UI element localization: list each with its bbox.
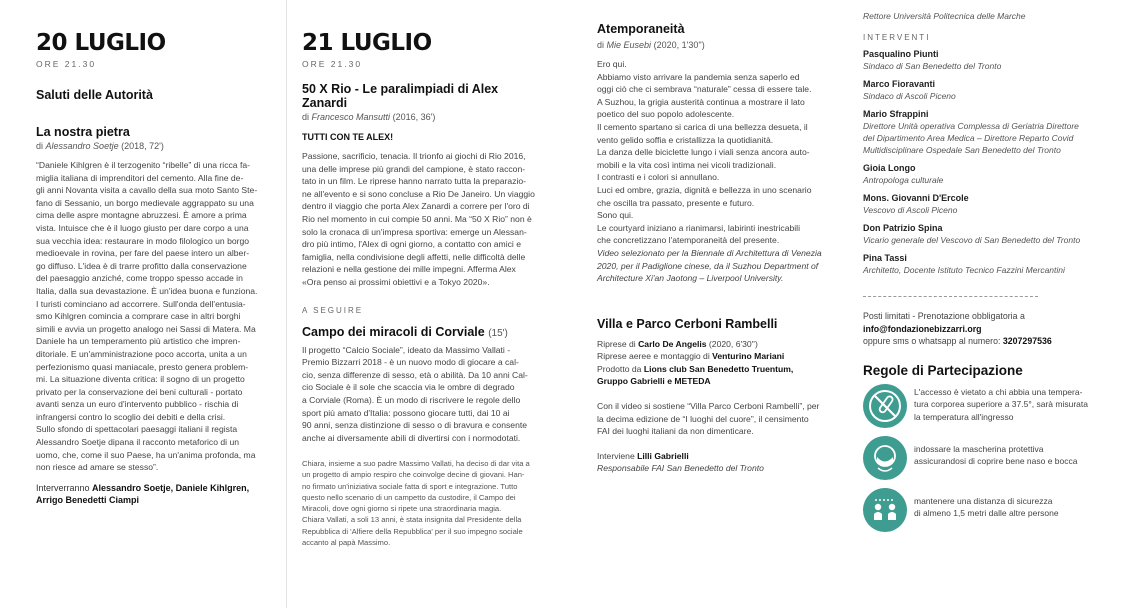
speaker-entry: Gioia Longo Antropologa culturale [863, 163, 944, 185]
face-mask-icon [863, 436, 907, 480]
film-title: Atemporaneità [597, 22, 685, 36]
film-credit: di Francesco Mansutti (2016, 36') [302, 112, 436, 122]
booking-phone: 3207297536 [1002, 336, 1052, 347]
speakers-list [863, 48, 1113, 276]
column-events [597, 0, 842, 475]
film-synopsis: Passione, sacrificio, tenacia. Il trionfo ai giochi di Rio 2016, una delle imprese più grandi del campione, è stato raccon- tato in un film. Le riprese hanno narrato tutta la preparazio- ne all'evento e si sono concluse a Rio De Janeiro. Un viaggio dentro il viaggio che porta Alex Zanardi a correre per l'oro di Rio nel momento in cui compie 50 anni. Ma “50 X Rio” non è solo la cronaca di un'impresa sportiva: emerge un Alessan- dro più intimo, l'Alex di ogni giorno, a contatto con amici e famiglia, nella condivisione degli affetti, nelle difficoltà delle relazioni e nella gestione dei mille impegni. Afferma Alex «Ora penso ai prossimi obiettivi e a Tokyo 2020». [302, 151, 535, 287]
speaker-entry: Mons. Giovanni D'Ercole Vescovo di Ascoli Piceno [863, 193, 969, 215]
film2-note: Chiara, insieme a suo padre Massimo Vallati, ha deciso di dar vita a un progetto di ampio respiro che coinvolge decine di giovani. Han- no firmato un'iniziativa sociale fatta di sport e integrazione. Tutto questo nello scenario di un campetto da custodire, il Campo dei Miracoli, dove ogni giorno si ripete una straordinaria magia. Chiara Vallati, a soli 13 anni, è stata insignita dal Presidente della Repubblica di 'Alfiere della Repubblica' per il suo impegno sociale accanto al papà Massimo. [302, 459, 530, 547]
film2-synopsis: Con il video si sostiene “Villa Parco Cerboni Rambelli”, per la decima edizione de “I luoghi del cuore”, il censimento FAI dei luoghi italiani da non dimenticare. [597, 401, 820, 437]
greeting-heading: Saluti delle Autorità [36, 88, 153, 102]
film-credit: di Alessandro Soetje (2018, 72') [36, 141, 164, 151]
film-synopsis: Ero qui. Abbiamo visto arrivare la pandemia senza saperlo ed oggi ciò che ci sembrava “naturale” cessa di essere tale. A Suzhou, la grigia austerità continua a mostrare il lato poetico del suo popolo adolescente. Il cemento spartano si carica di una bellezza desueta, il vento gelido soffia e cristallizza la quotidianità. La danza delle biciclette lungo i viali senza ancora auto- mobili e la vita così intima nei vicoli tradizionali. I contrasti e i colori si annullano. Luci ed ombre, grazia, dignità e bellezza in uno scenario che oscilla tra passato, presente e futuro. Sono qui. Le courtyard iniziano a rianimarsi, labirinti inestricabili che concretizzano l'atemporaneità del presente. Video selezionato per la Biennale di Architettura di Venezia 2020, per il Padiglione cinese, da il Suzhou Department of Architecture Xi'an Jaotong – Liverpool University. [597, 59, 822, 284]
speaker-entry: Pina Tassi Architetto, Docente Istituto Tecnico Fazzini Mercantini [863, 253, 1065, 275]
no-thermometer-icon [863, 384, 907, 428]
film2-title: Villa e Parco Cerboni Rambelli [597, 316, 778, 331]
speaker-entry: Marco Fioravanti Sindaco di Ascoli Piceno [863, 79, 956, 101]
column-speakers-rules [863, 0, 1113, 554]
booking-info: Posti limitati - Prenotazione obbligatoria a info@fondazionebizzarri.org oppure sms o whatsapp al numero: 3207297536 [863, 310, 1113, 348]
speaker-entry: Don Patrizio Spina Vicario generale del Vescovo di San Benedetto del Tronto [863, 223, 1081, 245]
time-label: ORE 21.30 [302, 59, 363, 69]
dashed-divider [863, 296, 1038, 297]
rules-list [863, 384, 1113, 554]
film-credit: di Mie Eusebi (2020, 1'30'') [597, 40, 705, 50]
rules-title: Regole di Partecipazione [863, 362, 1023, 378]
speaker-entry: Mario Sfrappini Direttore Unità operativa Complessa di Geriatria Direttore del Dipartimento Area Medica – Direttore Reparto Covid Multidisciplinare Ospedale San Benedetto del Tronto [863, 109, 1079, 155]
interview-info: Interviene Lilli Gabrielli Responsabile FAI San Benedetto del Tronto [597, 450, 764, 474]
column-july-20 [36, 0, 276, 507]
film-title: 50 X Rio - Le paralimpiadi di Alex Zanardi [302, 82, 499, 110]
rule-text: indossare la mascherina protettiva assicurandosi di coprire bene naso e bocca [914, 443, 1078, 467]
film2-title: Campo dei miracoli di Corviale (15') [302, 324, 508, 339]
day-heading: 21 LUGLIO [302, 30, 432, 56]
interventi-label: INTERVENTI [863, 33, 931, 42]
top-role: Rettore Università Politecnica delle Marche [863, 11, 1026, 21]
time-label: ORE 21.30 [36, 59, 97, 69]
speaker-entry: Pasqualino Piunti Sindaco di San Benedetto del Tronto [863, 49, 1002, 71]
rule-text: mantenere una distanza di sicurezza di almeno 1,5 metri dalle altre persone [914, 495, 1059, 519]
speakers-line: Interverranno Alessandro Soetje, Daniele Kihlgren, Arrigo Benedetti Ciampi [36, 482, 250, 506]
tagline: TUTTI CON TE ALEX! [302, 132, 394, 142]
film2-synopsis: Il progetto “Calcio Sociale”, ideato da Massimo Vallati - Premio Bizzarri 2018 - è un nuovo modo di giocare a cal- cio, senza differenze di sesso, età o abilità. Da 10 anni Cal- cio Sociale è il sole che scaccia via le ombre di degrado a Corviale (Roma). È un modo di riscrivere le regole dello sport più amato d'Italia: possono giocare tutti, dai 10 ai 90 anni, senza distinzione di sesso o di bravura e consente anche ai diversamente abili di divertirsi con i normodotati. [302, 344, 528, 443]
film-title: La nostra pietra [36, 125, 130, 139]
column-divider [286, 0, 287, 608]
film2-credits: Riprese di Carlo De Angelis (2020, 6'30'') Riprese aeree e montaggio di Venturino Mariani Prodotto da Lions club San Benedetto Truentum, Gruppo Gabrielli e METEDA [597, 338, 794, 387]
rule-text: L'accesso è vietato a chi abbia una tempera- tura corporea superiore a 37.5°, sarà misurata la temperatura all'ingresso [914, 386, 1088, 422]
follow-label: A SEGUIRE [302, 305, 364, 315]
column-july-21 [302, 0, 545, 548]
film-synopsis: “Daniele Kihlgren è il terzogenito “ribelle” di una ricca fa- miglia italiana di imprenditori del cemento. Alla fine de- gli anni Novanta visita a cavallo della sua moto Santo Ste- fano di Sessanio, un borgo medievale aggrappato su una cima delle aspre montagne abruzzesi. È amore a prima vista. Intuisce che è il luogo giusto per dare corpo a una sua vecchia idea: restaurare in modo filologico un borgo medioevale in rovina, per fare del paese intero un alber- go diffuso. L'idea è di trarre profitto dalla conservazione del paesaggio anziché, come troppo spesso accade in Italia, dalla sua devastazione. È un'idea buona e funziona. I turisti cominciano ad accorrere. Sull'onda dell'entusia- smo Kihlgren comincia a comprare case in altri borghi simili e avvia un progetto analogo nei Sassi di Matera. Ma Daniele ha un temperamento più artistico che impren- ditoriale. E un'amministrazione poco accorta, unita a un perfezionismo quasi maniacale, presto genera problem- mi. La situazione diventa critica: il sogno di un progetto privato per la conservazione dei beni culturali - portato avanti senza un euro d'intervento pubblico - rischia di infrangersi contro lo scoglio dei debiti e della crisi. Sullo sfondo di spettacolari paesaggi italiani il regista Alessandro Soetje dipana il racconto metaforico di un uomo, che, come il suo Paese, ha un'anima profonda, ma non riesce ad amare se stesso”. [36, 160, 258, 473]
day-heading: 20 LUGLIO [36, 30, 166, 56]
social-distance-icon [863, 488, 907, 532]
booking-email[interactable]: info@fondazionebizzarri.org [863, 323, 982, 334]
